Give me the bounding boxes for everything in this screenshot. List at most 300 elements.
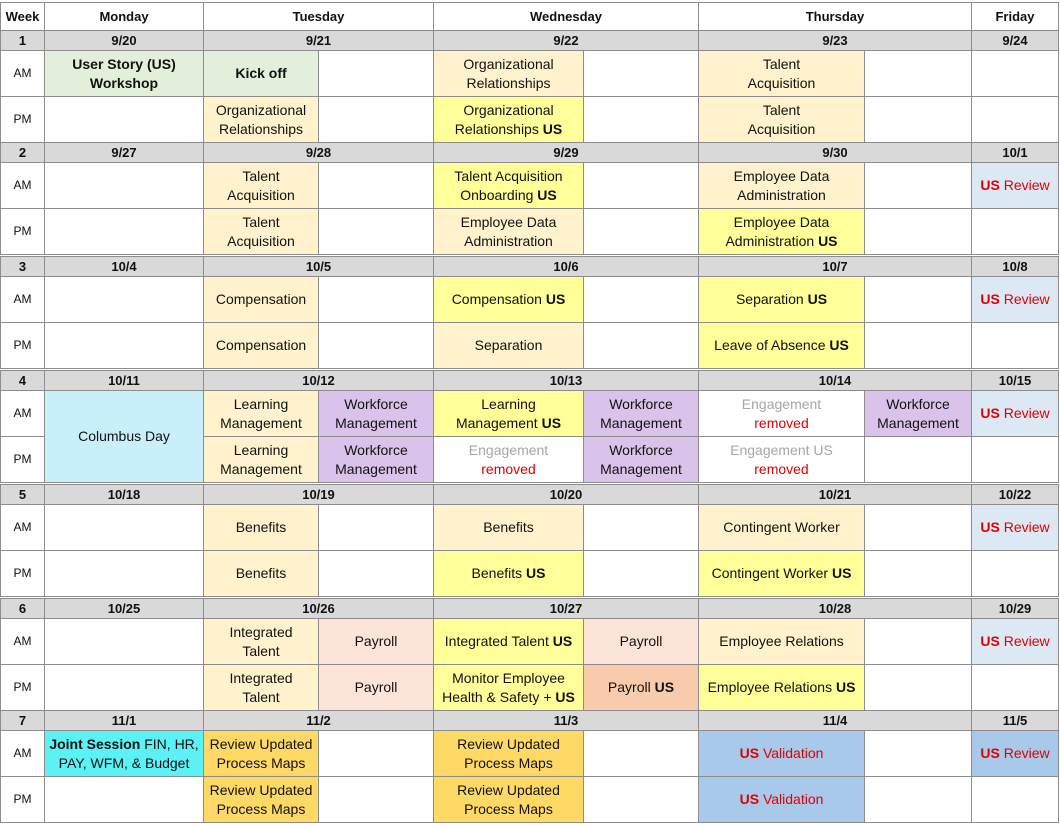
session-cell[interactable] xyxy=(318,390,434,437)
session-word: US xyxy=(552,633,573,649)
session-line xyxy=(335,441,417,460)
session-cell[interactable] xyxy=(44,390,204,483)
session-line xyxy=(742,395,821,414)
session-line xyxy=(49,735,198,754)
empty-slot xyxy=(971,50,1059,97)
session-line xyxy=(734,186,830,205)
session-text xyxy=(742,395,821,433)
session-cell[interactable] xyxy=(698,390,865,437)
session-line xyxy=(216,290,306,309)
session-word: Talent xyxy=(762,101,801,118)
session-cell[interactable] xyxy=(433,618,584,665)
empty-slot xyxy=(864,730,972,777)
session-cell[interactable] xyxy=(698,504,865,551)
session-word: Employee Data xyxy=(733,213,830,230)
session-line xyxy=(740,744,824,763)
date-thu: 10/21 xyxy=(698,484,972,505)
session-text xyxy=(216,290,306,309)
session-text xyxy=(220,441,302,479)
session-line xyxy=(229,669,292,688)
session-cell[interactable] xyxy=(698,436,865,483)
session-word: Talent xyxy=(242,688,280,705)
session-cell[interactable] xyxy=(698,50,865,97)
date-wed: 11/3 xyxy=(433,710,699,731)
date-tue: 10/26 xyxy=(203,598,434,619)
empty-slot xyxy=(864,322,972,369)
session-word: Benefits xyxy=(471,565,523,581)
session-word: Review xyxy=(1003,519,1050,535)
session-text xyxy=(708,678,856,697)
session-line xyxy=(227,186,295,205)
session-line xyxy=(227,167,295,186)
session-cell[interactable] xyxy=(971,504,1059,551)
date-mon: 10/18 xyxy=(44,484,204,505)
empty-slot xyxy=(583,776,699,823)
session-word: Health & Safety + xyxy=(442,688,552,705)
session-line xyxy=(748,74,816,93)
session-word: Management xyxy=(877,414,959,431)
session-line xyxy=(220,414,302,433)
session-cell[interactable] xyxy=(698,618,865,665)
date-fri: 10/15 xyxy=(971,370,1059,391)
session-word: Payroll xyxy=(354,633,398,649)
session-line xyxy=(600,441,682,460)
session-line xyxy=(608,678,674,697)
session-cell[interactable] xyxy=(583,618,699,665)
session-line xyxy=(736,290,827,309)
session-cell[interactable] xyxy=(433,730,584,777)
date-fri: 10/8 xyxy=(971,256,1059,277)
session-cell[interactable] xyxy=(971,162,1059,209)
session-line xyxy=(877,395,959,414)
session-line xyxy=(725,213,837,232)
session-word: Integrated Talent xyxy=(444,633,549,649)
period-label-pm: PM xyxy=(0,96,45,143)
session-cell[interactable] xyxy=(433,276,584,323)
session-cell[interactable] xyxy=(203,504,319,551)
session-cell[interactable] xyxy=(698,776,865,823)
session-word: US xyxy=(526,565,546,581)
date-fri: 10/1 xyxy=(971,142,1059,163)
session-line xyxy=(457,735,560,754)
session-cell[interactable] xyxy=(203,276,319,323)
session-word: Relationships xyxy=(466,74,551,91)
session-word: removed xyxy=(481,460,536,477)
session-cell[interactable] xyxy=(433,390,584,437)
empty-slot xyxy=(583,162,699,209)
session-cell[interactable] xyxy=(971,276,1059,323)
session-line xyxy=(980,290,1049,309)
session-line xyxy=(216,120,306,139)
session-word: Separation xyxy=(474,337,543,353)
session-line xyxy=(463,74,553,93)
session-line xyxy=(335,395,417,414)
session-cell[interactable] xyxy=(203,550,319,597)
session-cell[interactable] xyxy=(203,96,319,143)
session-cell[interactable] xyxy=(318,436,434,483)
session-cell[interactable] xyxy=(318,618,434,665)
session-line xyxy=(49,754,198,773)
session-cell[interactable] xyxy=(698,550,865,597)
empty-slot xyxy=(864,96,972,143)
session-word: Acquisition xyxy=(227,232,295,249)
session-line xyxy=(734,167,830,186)
session-cell[interactable] xyxy=(583,390,699,437)
empty-slot xyxy=(583,276,699,323)
date-tue: 9/21 xyxy=(203,30,434,51)
session-word: Learning xyxy=(233,441,289,458)
session-word: Benefits xyxy=(235,519,287,535)
header-monday: Monday xyxy=(44,2,204,31)
session-word: Engagement xyxy=(741,395,822,412)
session-line xyxy=(216,101,306,120)
header-friday: Friday xyxy=(971,2,1059,31)
session-text xyxy=(220,395,302,433)
session-cell[interactable] xyxy=(203,208,319,255)
session-line xyxy=(452,290,566,309)
session-cell[interactable] xyxy=(698,276,865,323)
session-cell[interactable] xyxy=(433,436,584,483)
empty-slot xyxy=(864,550,972,597)
session-cell[interactable] xyxy=(203,322,319,369)
empty-slot xyxy=(583,504,699,551)
empty-slot xyxy=(971,664,1059,711)
session-word: US xyxy=(541,414,562,431)
session-text xyxy=(210,781,313,819)
session-text xyxy=(355,632,398,651)
session-text xyxy=(736,290,827,309)
session-line xyxy=(72,74,175,93)
session-text xyxy=(600,441,682,479)
session-word: Compensation xyxy=(215,291,307,307)
session-word: Employee Data xyxy=(460,213,557,230)
session-cell[interactable] xyxy=(203,776,319,823)
date-wed: 10/20 xyxy=(433,484,699,505)
session-cell[interactable] xyxy=(583,436,699,483)
session-line xyxy=(229,642,292,661)
session-line xyxy=(461,232,557,251)
session-word: Compensation xyxy=(215,337,307,353)
empty-slot xyxy=(44,618,204,665)
session-word: Integrated xyxy=(229,669,293,686)
session-text xyxy=(723,518,839,537)
session-line xyxy=(723,518,839,537)
session-text xyxy=(725,213,837,251)
session-word: Validation xyxy=(762,745,824,761)
session-text xyxy=(455,101,562,139)
date-tue: 9/28 xyxy=(203,142,434,163)
empty-slot xyxy=(44,276,204,323)
session-word: US xyxy=(980,745,1000,761)
session-word: Compensation xyxy=(451,291,542,307)
session-word: US xyxy=(818,232,838,249)
date-tue: 10/5 xyxy=(203,256,434,277)
session-line xyxy=(730,460,833,479)
date-thu: 9/30 xyxy=(698,142,972,163)
session-text xyxy=(877,395,959,433)
empty-slot xyxy=(864,162,972,209)
week-number: 2 xyxy=(0,142,45,163)
empty-slot xyxy=(971,96,1059,143)
session-cell[interactable] xyxy=(318,664,434,711)
empty-slot xyxy=(318,322,434,369)
session-cell[interactable] xyxy=(203,162,319,209)
session-word: Management xyxy=(335,414,417,431)
session-line xyxy=(600,414,682,433)
session-cell[interactable] xyxy=(203,436,319,483)
session-line xyxy=(229,688,292,707)
session-word: Review Updated xyxy=(457,735,560,752)
session-word: Integrated xyxy=(229,623,293,640)
session-cell[interactable] xyxy=(433,162,584,209)
session-line xyxy=(236,518,287,537)
period-label-am: AM xyxy=(0,618,45,665)
session-word: Engagement xyxy=(468,441,549,458)
date-thu: 10/14 xyxy=(698,370,972,391)
empty-slot xyxy=(318,550,434,597)
session-word: FIN, HR, xyxy=(144,735,199,752)
session-cell[interactable] xyxy=(433,550,584,597)
empty-slot xyxy=(583,322,699,369)
session-word: Talent xyxy=(242,642,280,659)
session-cell[interactable] xyxy=(698,664,865,711)
session-text xyxy=(454,167,562,205)
session-word: Management xyxy=(220,414,302,431)
session-word: US xyxy=(980,519,1000,535)
empty-slot xyxy=(44,504,204,551)
session-word: Learning xyxy=(481,395,536,412)
session-cell[interactable] xyxy=(698,96,865,143)
session-word: Administration xyxy=(464,232,553,249)
session-cell[interactable] xyxy=(698,208,865,255)
session-line xyxy=(442,669,575,688)
session-word: Process Maps xyxy=(464,800,553,817)
date-wed: 10/27 xyxy=(433,598,699,619)
session-text xyxy=(620,632,663,651)
session-word: Organizational xyxy=(463,55,554,72)
empty-slot xyxy=(971,208,1059,255)
empty-slot xyxy=(864,50,972,97)
session-text xyxy=(714,336,849,355)
header-wednesday: Wednesday xyxy=(433,2,699,31)
empty-slot xyxy=(44,664,204,711)
session-word: Employee Relations xyxy=(719,633,844,649)
session-line xyxy=(220,441,302,460)
empty-slot xyxy=(583,550,699,597)
session-word: Employee Data xyxy=(733,167,830,184)
session-word: Separation xyxy=(735,291,804,307)
session-text xyxy=(980,290,1049,309)
week-number: 6 xyxy=(0,598,45,619)
session-cell[interactable] xyxy=(203,390,319,437)
session-line xyxy=(455,101,562,120)
session-line xyxy=(457,781,560,800)
session-text xyxy=(229,669,292,707)
session-word: Joint Session xyxy=(49,735,141,752)
session-cell[interactable] xyxy=(44,730,204,777)
session-word: Payroll xyxy=(619,633,663,649)
session-cell[interactable] xyxy=(433,776,584,823)
period-label-pm: PM xyxy=(0,550,45,597)
session-line xyxy=(469,441,548,460)
session-text xyxy=(457,781,560,819)
session-text xyxy=(236,564,287,583)
session-line xyxy=(210,781,313,800)
session-word: Relationships xyxy=(218,120,304,137)
session-line xyxy=(457,754,560,773)
session-cell[interactable] xyxy=(203,50,319,97)
session-line xyxy=(475,336,543,355)
header-tuesday: Tuesday xyxy=(203,2,434,31)
session-line xyxy=(335,460,417,479)
session-word: Benefits xyxy=(483,519,534,535)
session-cell[interactable] xyxy=(44,50,204,97)
session-word: User Story (US) xyxy=(72,55,176,72)
session-word: Management xyxy=(455,414,538,431)
date-fri: 10/22 xyxy=(971,484,1059,505)
session-word: US xyxy=(829,337,849,353)
session-word: Learning xyxy=(233,395,289,412)
session-cell[interactable] xyxy=(864,390,972,437)
session-line xyxy=(229,623,292,642)
date-fri: 10/29 xyxy=(971,598,1059,619)
session-cell[interactable] xyxy=(203,664,319,711)
session-line xyxy=(227,213,295,232)
session-cell[interactable] xyxy=(971,730,1059,777)
empty-slot xyxy=(583,208,699,255)
empty-slot xyxy=(864,618,972,665)
session-word: Talent xyxy=(762,55,801,72)
empty-slot xyxy=(583,96,699,143)
session-word: US xyxy=(831,565,852,581)
session-text xyxy=(227,167,295,205)
session-line xyxy=(980,518,1049,537)
session-line xyxy=(210,754,313,773)
session-text xyxy=(78,427,170,446)
session-text xyxy=(457,735,560,773)
session-line xyxy=(730,441,833,460)
empty-slot xyxy=(44,96,204,143)
session-line xyxy=(877,414,959,433)
session-line xyxy=(210,735,313,754)
session-line xyxy=(620,632,663,651)
date-thu: 10/7 xyxy=(698,256,972,277)
session-text xyxy=(355,678,398,697)
session-line xyxy=(719,632,844,651)
date-thu: 10/28 xyxy=(698,598,972,619)
session-text xyxy=(229,623,292,661)
period-label-pm: PM xyxy=(0,436,45,483)
empty-slot xyxy=(971,776,1059,823)
period-label-am: AM xyxy=(0,390,45,437)
period-label-pm: PM xyxy=(0,664,45,711)
session-line xyxy=(355,678,398,697)
session-word: Acquisition xyxy=(747,120,816,137)
empty-slot xyxy=(318,730,434,777)
empty-slot xyxy=(971,436,1059,483)
session-cell[interactable] xyxy=(433,322,584,369)
empty-slot xyxy=(583,730,699,777)
date-mon: 10/11 xyxy=(44,370,204,391)
session-text xyxy=(463,55,553,93)
session-word: US xyxy=(807,291,828,307)
week-number: 1 xyxy=(0,30,45,51)
session-text xyxy=(608,678,674,697)
session-cell[interactable] xyxy=(203,618,319,665)
session-cell[interactable] xyxy=(698,322,865,369)
week-number: 7 xyxy=(0,710,45,731)
empty-slot xyxy=(318,504,434,551)
empty-slot xyxy=(583,50,699,97)
session-cell[interactable] xyxy=(433,504,584,551)
empty-slot xyxy=(318,208,434,255)
session-cell[interactable] xyxy=(971,390,1059,437)
session-word: US xyxy=(980,177,1000,193)
session-word: US xyxy=(542,120,563,137)
header-thursday: Thursday xyxy=(698,2,972,31)
session-line xyxy=(442,688,575,707)
session-cell[interactable] xyxy=(698,162,865,209)
session-text xyxy=(472,564,546,583)
session-word: US xyxy=(545,291,566,307)
session-cell[interactable] xyxy=(698,730,865,777)
session-text xyxy=(748,55,816,93)
session-text xyxy=(748,101,816,139)
session-word: Review xyxy=(1003,745,1050,761)
session-word: Review xyxy=(1003,291,1050,307)
session-line xyxy=(463,55,553,74)
session-word: US xyxy=(739,791,760,807)
empty-slot xyxy=(318,162,434,209)
session-cell[interactable] xyxy=(433,664,584,711)
date-mon: 10/25 xyxy=(44,598,204,619)
empty-slot xyxy=(318,50,434,97)
session-text xyxy=(740,790,824,809)
period-label-am: AM xyxy=(0,162,45,209)
session-text xyxy=(600,395,682,433)
session-word: Workforce xyxy=(344,441,408,458)
week-number: 5 xyxy=(0,484,45,505)
session-cell[interactable] xyxy=(203,730,319,777)
empty-slot xyxy=(864,276,972,323)
session-cell[interactable] xyxy=(433,208,584,255)
session-word: Review Updated xyxy=(209,781,313,798)
session-text xyxy=(227,213,295,251)
session-text xyxy=(980,176,1049,195)
session-line xyxy=(742,414,821,433)
session-text xyxy=(49,735,198,773)
date-mon: 9/27 xyxy=(44,142,204,163)
session-cell[interactable] xyxy=(433,50,584,97)
session-line xyxy=(216,336,306,355)
date-tue: 11/2 xyxy=(203,710,434,731)
session-word: removed xyxy=(754,414,809,431)
date-mon: 10/4 xyxy=(44,256,204,277)
session-cell[interactable] xyxy=(583,664,699,711)
session-text xyxy=(210,735,313,773)
session-text xyxy=(236,518,287,537)
session-line xyxy=(980,744,1049,763)
date-wed: 10/13 xyxy=(433,370,699,391)
date-tue: 10/12 xyxy=(203,370,434,391)
session-text xyxy=(335,441,417,479)
session-cell[interactable] xyxy=(433,96,584,143)
session-cell[interactable] xyxy=(971,618,1059,665)
session-word: Process Maps xyxy=(216,800,306,817)
session-line xyxy=(456,395,561,414)
session-word: Talent Acquisition xyxy=(454,167,563,184)
date-wed: 9/22 xyxy=(433,30,699,51)
